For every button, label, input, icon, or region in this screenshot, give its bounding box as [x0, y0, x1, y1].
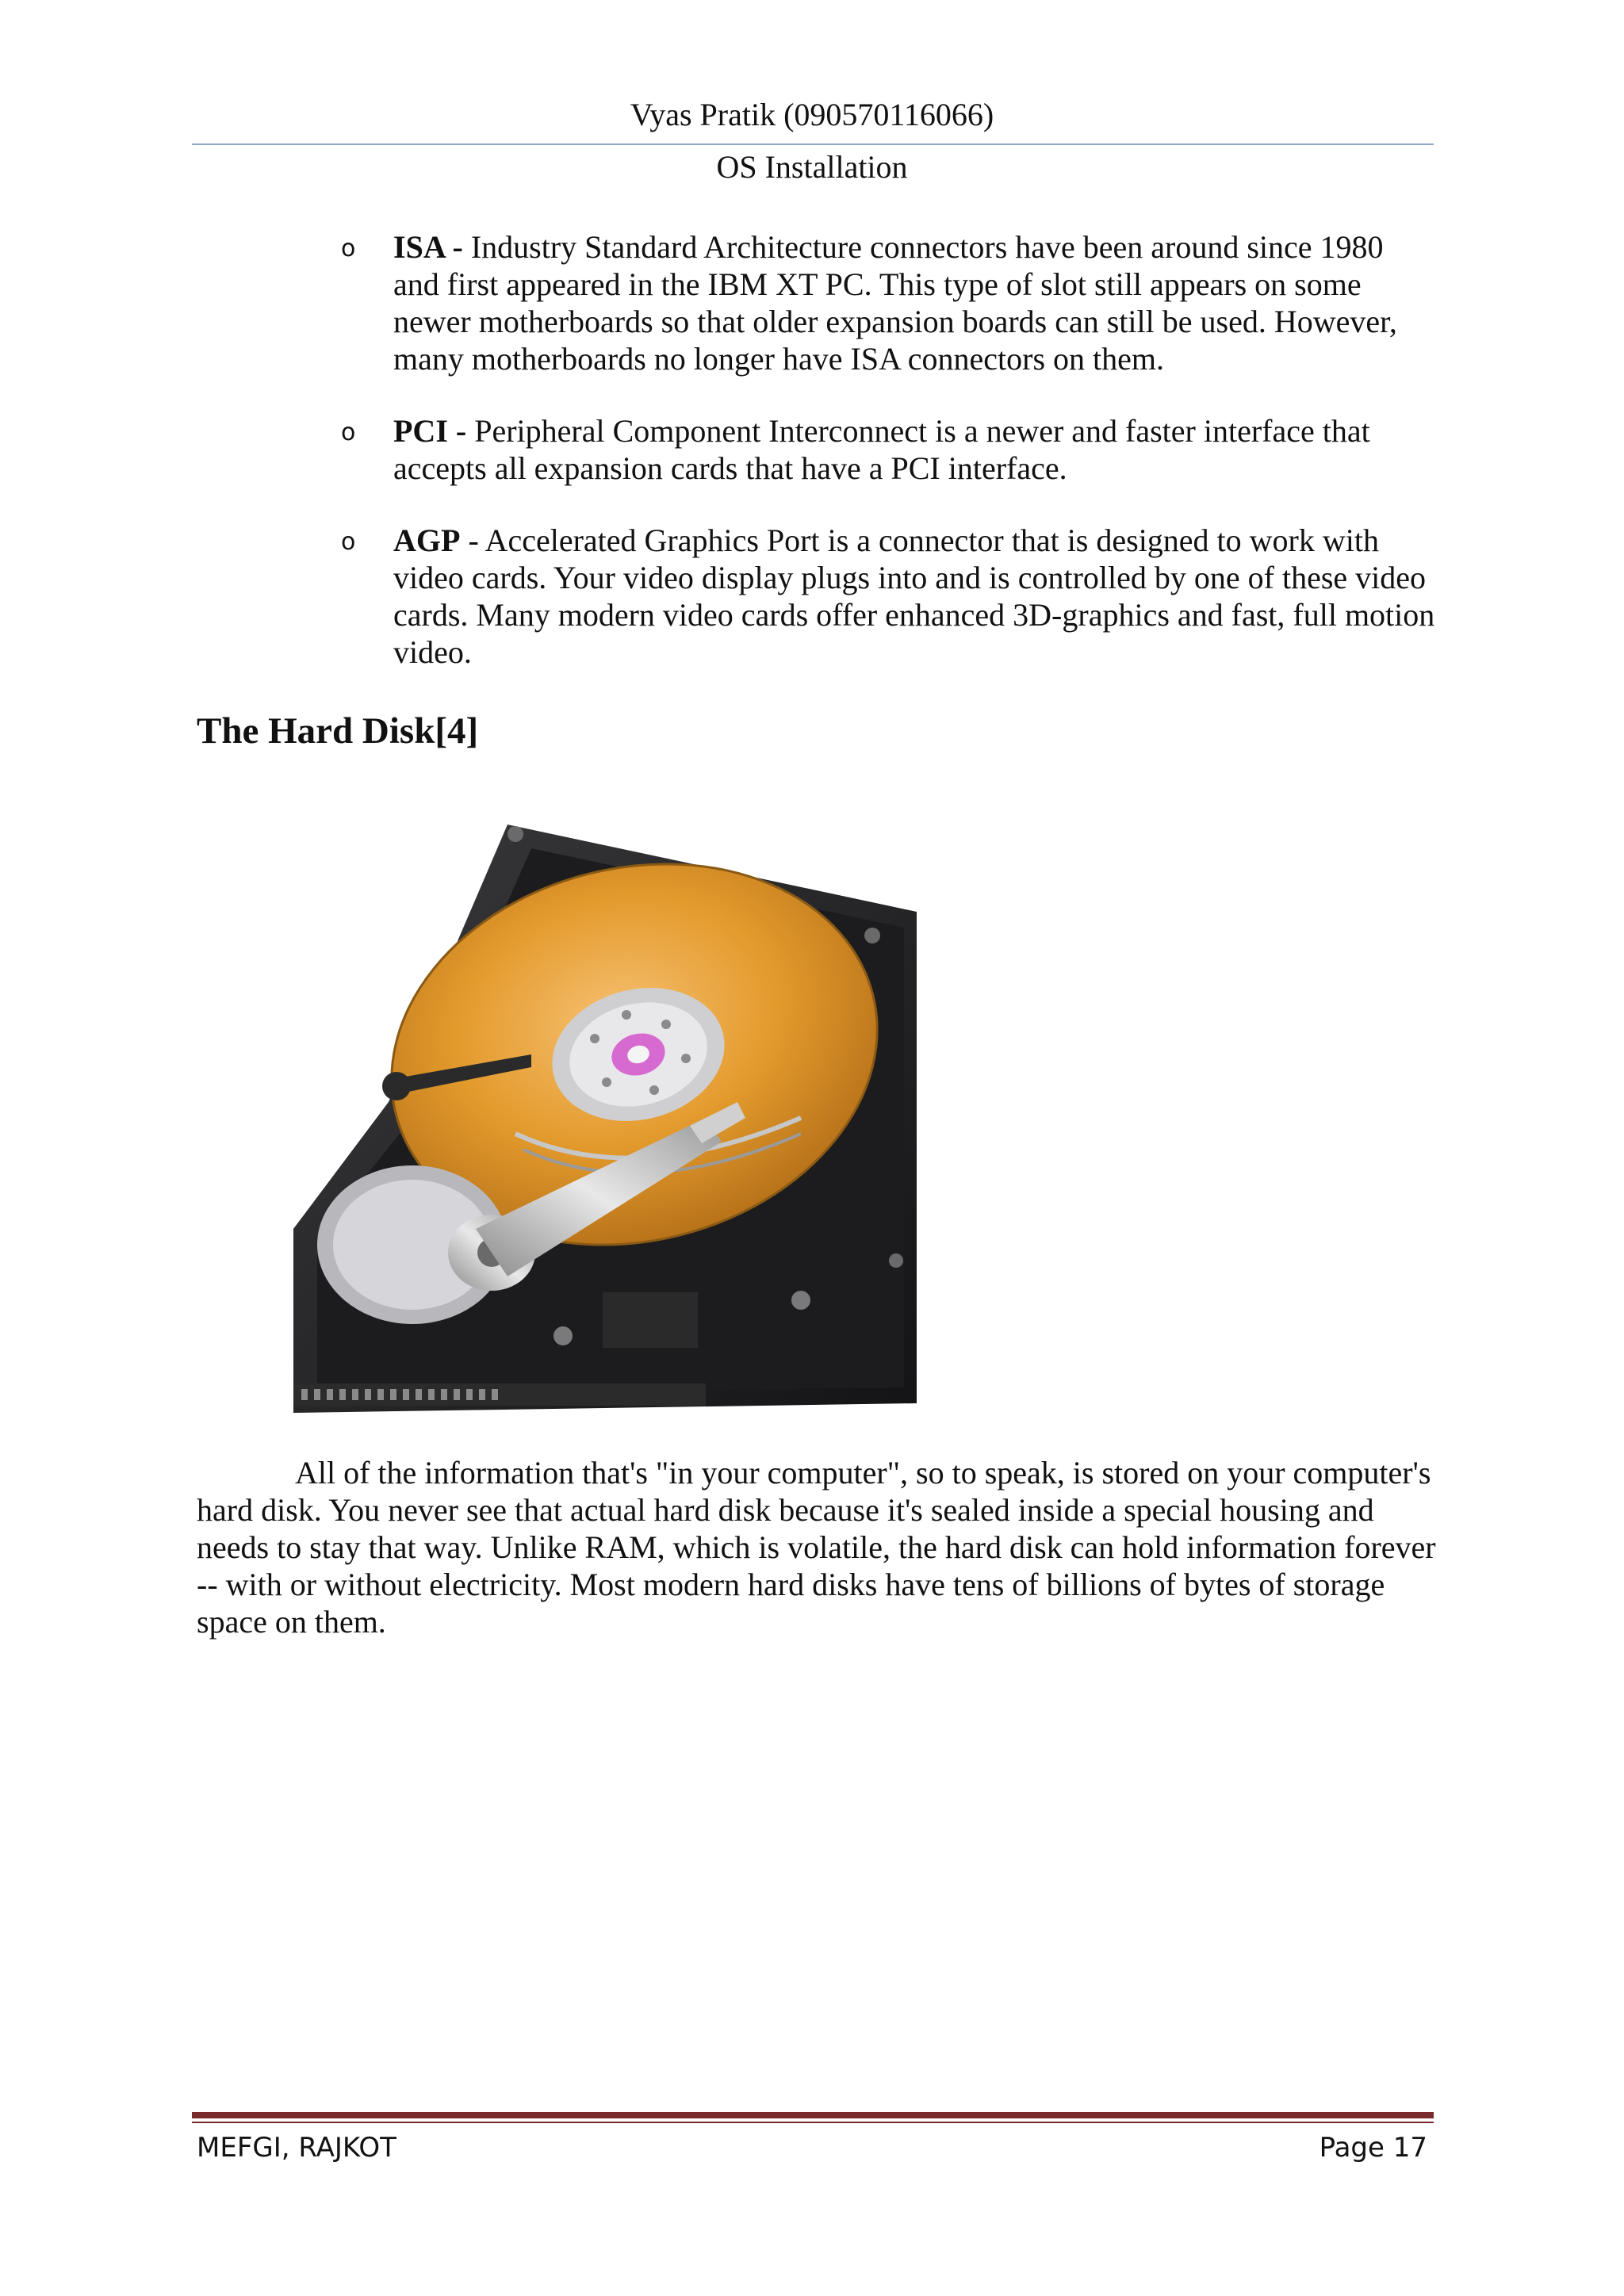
header-title: OS Installation — [716, 149, 908, 185]
list-item-isa — [341, 228, 1435, 377]
bullet-marker: o — [341, 419, 356, 446]
bullet-marker: o — [341, 528, 356, 556]
header-rule — [192, 144, 1434, 145]
footer-rule — [192, 2112, 1434, 2118]
section-heading: The Hard Disk[4] — [197, 710, 479, 752]
header-author: Vyas Pratik (090570116066) — [630, 97, 994, 132]
term-isa: ISA - — [393, 229, 463, 265]
hard-disk-photo — [293, 817, 917, 1413]
footer-institution: MEFGI, RAJKOT — [197, 2132, 396, 2164]
expansion-slot-list — [341, 228, 1435, 706]
page-number: Page 17 — [1319, 2132, 1427, 2164]
list-item-agp — [341, 522, 1435, 671]
description-isa: Industry Standard Architecture connectors have been around since 1980 and first appeared in the IBM XT PC. This type of slot still appears on some newer motherboards so that older expansion boards can still be used. However, many motherboards no longer have ISA connectors on them. — [393, 229, 1397, 377]
hard-disk-paragraph: All of the information that's "in your computer", so to speak, is stored on your computer's hard disk. You never see that actual hard disk because it's sealed inside a special housing and needs to stay that way. Unlike RAM, which is volatile, the hard disk can hold information forever -- with or without electricity. Most modern hard disks have tens of billions of bytes of storage space on them. — [197, 1455, 1436, 1640]
list-item-pci — [341, 412, 1435, 487]
footer-rule-thin — [192, 2122, 1434, 2123]
description-agp: - Accelerated Graphics Port is a connector that is designed to work with video cards. Your video display plugs into and is controlled by one of these video cards. Many modern video cards offer enhanced 3D-graphics and fast, full motion video. — [393, 522, 1435, 670]
term-agp: AGP — [393, 522, 461, 558]
term-pci: PCI - — [393, 413, 467, 449]
bullet-marker: o — [341, 235, 356, 262]
description-pci: Peripheral Component Interconnect is a newer and faster interface that accepts all expansion cards that have a PCI interface. — [393, 413, 1370, 486]
